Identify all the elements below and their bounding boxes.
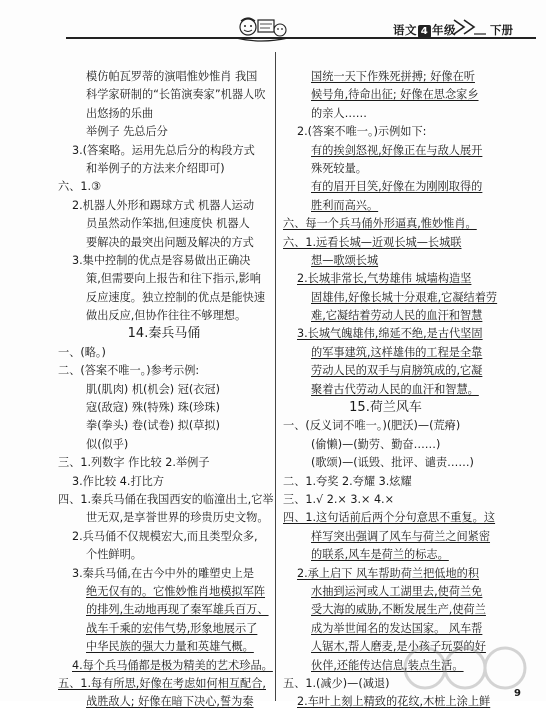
left-column bbox=[58, 68, 274, 712]
answer-line: 寇(敌寇) 殊(特殊) 珠(珍珠) bbox=[86, 401, 220, 415]
answer-line: 有的眉开目笑,好像在为刚刚取得的 bbox=[311, 180, 483, 194]
answer-line: 劳动人民的双手与肩膀筑成的,它凝 bbox=[311, 364, 483, 378]
answer-line: 水抽到运河或人工湖里去,使荷兰免 bbox=[311, 584, 483, 598]
right-column bbox=[283, 68, 498, 712]
answer-line: 五、1.每有所思,好像在考虑如何相互配合, bbox=[58, 676, 266, 690]
answer-line: 想—歌颂长城 bbox=[311, 253, 379, 267]
mascot-icon bbox=[232, 14, 290, 48]
answer-line: 要解决的最突出问题及解决的方式 bbox=[86, 235, 254, 249]
answer-line: 2.兵马俑不仅规模宏大,而且类型众多, bbox=[72, 529, 258, 543]
answer-line: 殊死较量。 bbox=[311, 161, 367, 175]
header-rule bbox=[66, 37, 536, 39]
answer-line: 国统一天下作殊死拼搏; 好像在听 bbox=[311, 70, 475, 83]
answer-line: 2.长城非常长,气势雄伟 城墙构造坚 bbox=[297, 272, 472, 286]
answer-line: 一、(略。) bbox=[58, 345, 106, 359]
answer-line: 4.每个兵马俑都是极为精美的艺术珍品。 bbox=[72, 658, 273, 672]
answer-line: 3.作比较 4.打比方 bbox=[72, 474, 165, 488]
column-divider bbox=[275, 52, 276, 701]
answer-line: 个性鲜明。 bbox=[86, 548, 142, 562]
answer-line: 受大海的威胁,不断发展生产,使荷兰 bbox=[311, 603, 486, 617]
answer-line: 做出反应,但协作往往不够理想。 bbox=[86, 309, 247, 323]
page-number: 9 bbox=[514, 688, 521, 699]
section-title: 14.秦兵马俑 bbox=[127, 326, 201, 342]
answer-line: 绝无仅有的。它惟妙惟肖地模拟军阵 bbox=[86, 584, 266, 598]
answer-line: 人锯木,帮人磨麦,是小孩子玩耍的好 bbox=[311, 640, 486, 654]
answer-line: 难,它凝结着劳动人民的血汗和智慧 bbox=[311, 309, 483, 323]
answer-line: (偷懒)—(勤劳、勤奋……) bbox=[311, 437, 441, 451]
answer-line: 六、每一个兵马俑外形逼真,惟妙惟肖。 bbox=[283, 217, 477, 231]
section-title: 15.荷兰风车 bbox=[349, 400, 422, 416]
answer-line: 反应速度。独立控制的优点是能快速 bbox=[86, 290, 266, 304]
answer-line: 举例子 先总后分 bbox=[86, 125, 168, 139]
answer-line: 三、1.√ 2.× 3.× 4.× bbox=[283, 492, 394, 506]
answer-line: 员虽然动作笨拙,但速度快 机器人 bbox=[86, 217, 250, 231]
answer-line: 似(似乎) bbox=[86, 437, 129, 451]
answer-line: 2.承上启下 风车帮助荷兰把低地的积 bbox=[297, 566, 480, 580]
answer-line: 模仿帕瓦罗蒂的演唱惟妙惟肖 我国 bbox=[86, 70, 258, 83]
answer-line: 和举例子的方法来介绍即可) bbox=[86, 161, 225, 175]
answer-line: 二、1.夸奖 2.夸耀 3.炫耀 bbox=[283, 474, 412, 488]
answer-line: 四、1.这句话前后两个分句意思不重复。这 bbox=[283, 511, 496, 525]
answer-line: 一、(反义词不唯一。)(肥沃)—(荒瘠) bbox=[283, 419, 461, 433]
answer-line: 的亲人…… bbox=[311, 106, 367, 120]
answer-line: 策,但需要向上报告和往下指示,影响 bbox=[86, 272, 261, 286]
answer-line: 有的挨剑怒视,好像正在与敌人展开 bbox=[311, 143, 483, 157]
answer-line: 候号角,待命出征; 好像在思念家乡 bbox=[311, 88, 479, 102]
answer-line: 3.秦兵马俑,在古今中外的雕塑史上是 bbox=[72, 566, 255, 580]
answer-line: 胜利而高兴。 bbox=[311, 198, 379, 212]
subject-text: 语文 bbox=[393, 23, 417, 37]
answer-line: 四、1.秦兵马俑在我国西安的临潼出土,它举 bbox=[58, 492, 274, 506]
answer-line: 战胜敌人; 好像在暗下决心,誓为秦 bbox=[86, 695, 254, 709]
answer-line: 战车千乘的宏伟气势,形象地展示了 bbox=[86, 621, 258, 635]
term-label: 下册 bbox=[490, 23, 513, 37]
answer-line: 伙伴,还能传达信息,装点生活。 bbox=[311, 658, 464, 672]
answer-line: 中华民族的强大力量和英雄气概。 bbox=[86, 640, 254, 654]
answer-line: 聚着古代劳动人民的血汗和智慧。 bbox=[311, 382, 479, 396]
answer-line: 2.机器人外形和踢球方式 机器人运动 bbox=[72, 198, 255, 212]
answer-line: 二、(答案不唯一。)参考示例: bbox=[58, 364, 200, 378]
answer-line: 样写突出强调了风车与荷兰之间紧密 bbox=[311, 529, 491, 543]
answer-line: 2.车叶上刻上精致的花纹,木桩上涂上鲜 bbox=[297, 695, 491, 709]
answer-line: 六、1.③ bbox=[58, 180, 102, 194]
answer-line: 3.长城气魄雄伟,绵延不绝,是古代坚固 bbox=[297, 327, 483, 341]
answer-line: 3.(答案略。运用先总后分的构段方式 bbox=[72, 143, 255, 157]
answer-line: 的排列,生动地再现了秦军雄兵百万、 bbox=[86, 603, 269, 617]
answer-line: 三、1.列数字 作比较 2.举例子 bbox=[58, 456, 210, 470]
answer-line: 六、1.远看长城—近观长城—长城联 bbox=[283, 235, 462, 249]
answer-line: 的联系,风车是荷兰的标志。 bbox=[311, 548, 449, 562]
answer-line: (歌颂)—(诋毁、批评、谴责……) bbox=[311, 456, 474, 470]
subject-grade-label bbox=[393, 22, 456, 38]
answer-line: 世无双,是享誉世界的珍贵历史文物。 bbox=[86, 511, 269, 525]
answer-line: 3.集中控制的优点是容易做出正确决 bbox=[72, 253, 251, 267]
chevron-right-icon bbox=[452, 19, 486, 35]
answer-line: 肌(肌肉) 机(机会) 冠(衣冠) bbox=[86, 382, 220, 396]
grade-badge: 4 bbox=[418, 25, 431, 38]
answer-line: 的军事建筑,这样雄伟的工程是全靠 bbox=[311, 345, 483, 359]
answer-line: 拳(拳头) 卷(试卷) 拟(草拟) bbox=[86, 419, 220, 433]
page-header bbox=[0, 0, 546, 52]
answer-line: 成为举世闻名的发达国家。 风车帮 bbox=[311, 621, 483, 635]
grade-suffix: 年级 bbox=[432, 23, 456, 37]
answer-line: 固雄伟,好像长城十分艰难,它凝结着劳 bbox=[311, 290, 498, 304]
answer-line: 五、1.(减少)—(减退) bbox=[283, 676, 390, 690]
answer-line: 科学家研制的“长笛演奏家”机器人吹 bbox=[86, 88, 266, 102]
answer-line: 出悠扬的乐曲 bbox=[86, 106, 154, 120]
answer-line: 2.(答案不唯一。)示例如下: bbox=[297, 125, 427, 139]
